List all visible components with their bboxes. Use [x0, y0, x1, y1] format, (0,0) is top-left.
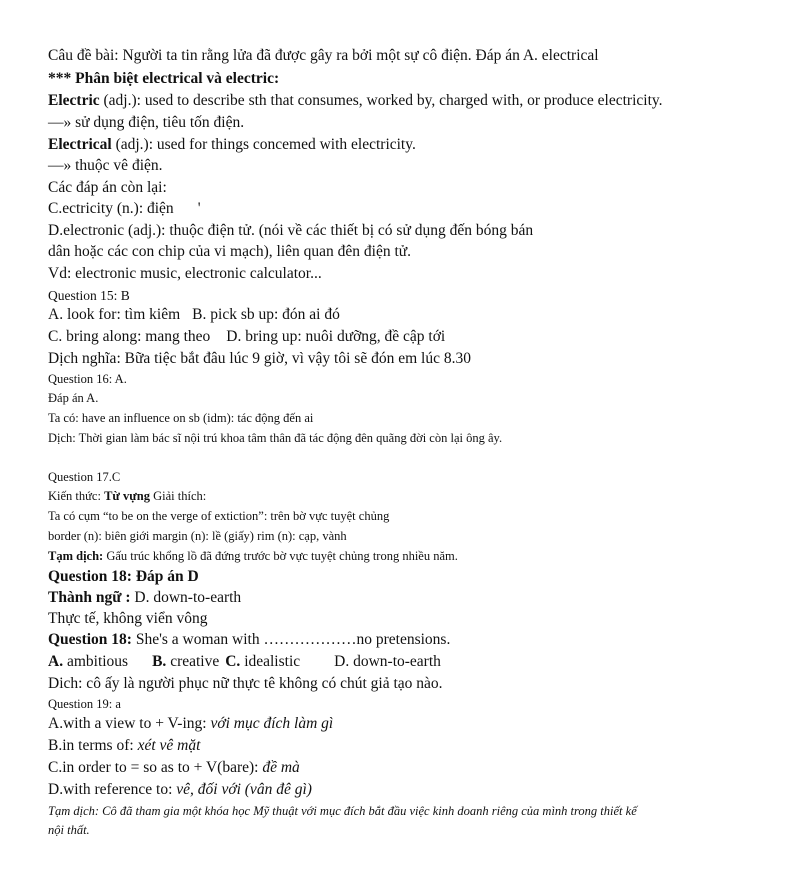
text: C.ectricity (n.): điện	[48, 200, 174, 217]
question-15-heading	[48, 289, 130, 303]
definition-electric	[48, 93, 663, 109]
text: (adj.): used for things concemed with electricity.	[111, 136, 416, 153]
text: A.with a view to + V-ing:	[48, 715, 211, 732]
meaning: xét vê mặt	[137, 737, 201, 754]
option-letter: B.	[152, 653, 167, 670]
text: Các đáp án còn lại:	[48, 179, 167, 196]
question-19-translation	[48, 805, 637, 818]
question-15-translation	[48, 351, 471, 367]
option-d: D. bring up: nuôi dưỡng, đề cập tới	[226, 328, 446, 345]
meaning: vê, đối với (vân đê gì)	[176, 781, 312, 798]
text: Question 15: B	[48, 288, 130, 303]
meaning: với mục đích làm gì	[210, 715, 334, 732]
text: Question 16: A.	[48, 372, 127, 386]
definition-electrical	[48, 137, 416, 153]
question-18-meaning	[48, 611, 208, 627]
term: Electric	[48, 92, 100, 109]
label: Thành ngữ :	[48, 589, 131, 606]
question-intro	[48, 48, 599, 64]
question-17-heading	[48, 471, 120, 484]
question-15-options-ab	[48, 307, 340, 323]
text: D.with reference to:	[48, 781, 177, 798]
option-text: D. down-to-earth	[334, 653, 441, 670]
text: dân hoặc các con chip của vi mạch), liên quan đên điện tử.	[48, 243, 412, 260]
question-16-note	[48, 412, 313, 425]
option-text: ambitious	[63, 653, 129, 670]
question-18-options	[48, 654, 441, 670]
option-a: A. look for: tìm kiêm	[48, 306, 181, 323]
option-letter: A.	[48, 653, 64, 670]
option-text: creative	[166, 653, 220, 670]
text: Tạm dịch: Cô đã tham gia một khóa học Mỹ thuật với mục đích bắt đầu việc kinh doanh riêng của mình trong thiết kế	[48, 804, 637, 818]
question-19-translation-cont	[48, 824, 90, 837]
question-19-heading	[48, 698, 121, 711]
section-heading	[48, 71, 279, 87]
text: She's a woman with ………………no pretensions.	[131, 631, 451, 648]
text: Kiến thức:	[48, 489, 105, 503]
example-line	[48, 266, 322, 282]
text: (adj.): used to describe sth that consumes, worked by, charged with, or produce electricity.	[99, 92, 663, 109]
text: D.electronic (adj.): thuộc điện tử. (nói về các thiết bị có sử dụng đến bóng bán	[48, 222, 534, 239]
text: Dich: cô ấy là người phục nữ thực tê không có chút giả tạo nào.	[48, 675, 443, 692]
question-19-option-c	[48, 760, 300, 776]
question-18-idiom	[48, 590, 241, 606]
label: Tạm dịch:	[48, 549, 104, 563]
question-17-vocab	[48, 530, 347, 543]
question-17-translation	[48, 550, 458, 563]
option-text: idealistic	[240, 653, 301, 670]
option-c: C. bring along: mang theo	[48, 328, 211, 345]
text: Giải thích:	[150, 489, 207, 503]
option-b: B. pick sb up: đón ai đó	[192, 306, 340, 323]
question-18-heading	[48, 569, 199, 585]
text: Ta có: have an influence on sb (idm): tác động đến ai	[48, 411, 314, 425]
option-c-electricity	[48, 201, 200, 217]
text: C.in order to = so as to + V(bare):	[48, 759, 263, 776]
question-18-prompt	[48, 632, 450, 648]
question-19-option-d	[48, 782, 312, 798]
question-18-translation	[48, 676, 443, 692]
text: Thực tế, không viển vông	[48, 610, 208, 627]
option-d-electronic-cont	[48, 244, 411, 260]
meaning: đề mà	[262, 759, 300, 776]
text: Đáp án A.	[48, 391, 99, 405]
term: Từ vựng	[104, 489, 150, 503]
text: —» thuộc vê điện.	[48, 157, 163, 174]
label: Question 18:	[48, 631, 132, 648]
text: B.in terms of:	[48, 737, 138, 754]
text: Câu đề bài: Người ta tin rằng lửa đã được gây ra bởi một sự cô điện. Đáp án A. electrical	[48, 47, 599, 64]
meaning-electric	[48, 115, 244, 131]
question-17-phrase	[48, 510, 389, 523]
question-17-knowledge	[48, 490, 206, 503]
stray-mark: '	[197, 200, 201, 217]
text: Dịch nghĩa: Bữa tiệc bắt đâu lúc 9 giờ, vì vậy tôi sẽ đón em lúc 8.30	[48, 350, 471, 367]
question-16-answer	[48, 392, 98, 405]
text: *** Phân biệt electrical và electric:	[48, 70, 280, 87]
meaning-electrical	[48, 158, 163, 174]
text: Question 19: a	[48, 697, 121, 711]
question-15-options-cd	[48, 329, 445, 345]
text: Gấu trúc khổng lồ đã đứng trước bờ vực tuyệt chủng trong nhiều năm.	[103, 549, 458, 563]
text: D. down-to-earth	[130, 589, 242, 606]
text: Vd: electronic music, electronic calculator...	[48, 265, 322, 282]
option-d-electronic	[48, 223, 533, 239]
text: —» sử dụng điện, tiêu tốn điện.	[48, 114, 245, 131]
text: Dịch: Thời gian làm bác sĩ nội trú khoa tâm thân đã tác động đên quãng đời còn lại ông ây.	[48, 431, 503, 445]
term: Electrical	[48, 136, 112, 153]
text: Question 17.C	[48, 470, 121, 484]
option-letter: C.	[225, 653, 241, 670]
text: Question 18: Đáp án D	[48, 568, 199, 585]
question-16-heading	[48, 373, 127, 386]
text: border (n): biên giới margin (n): lề (giấy) rim (n): cạp, vành	[48, 529, 347, 543]
other-options-heading	[48, 180, 167, 196]
text: Ta có cụm “to be on the verge of extiction”: trên bờ vực tuyệt chủng	[48, 509, 390, 523]
question-19-option-a	[48, 716, 333, 732]
question-16-translation	[48, 432, 502, 445]
text: nội thất.	[48, 823, 90, 837]
question-19-option-b	[48, 738, 200, 754]
